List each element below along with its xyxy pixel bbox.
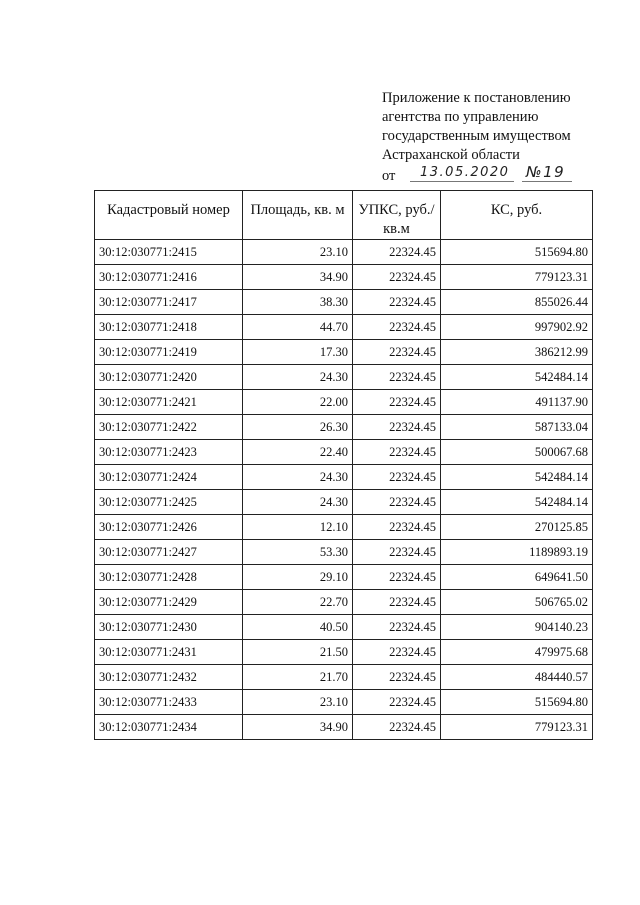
col-header-upks: УПКС, руб./кв.м — [353, 191, 441, 240]
cell-cadastral-number: 30:12:030771:2425 — [95, 490, 243, 515]
cell-ks: 500067.68 — [441, 440, 593, 465]
cell-area: 29.10 — [243, 565, 353, 590]
table-row — [95, 690, 593, 715]
cell-area: 21.50 — [243, 640, 353, 665]
table-row — [95, 490, 593, 515]
cell-upks: 22324.45 — [353, 390, 441, 415]
cell-ks: 779123.31 — [441, 265, 593, 290]
cell-cadastral-number: 30:12:030771:2426 — [95, 515, 243, 540]
table-row — [95, 665, 593, 690]
header-line-1: Приложение к постановлению — [382, 90, 571, 106]
table-row — [95, 290, 593, 315]
cell-ks: 479975.68 — [441, 640, 593, 665]
handwritten-date: 13.05.2020 — [420, 165, 510, 180]
cell-area: 24.30 — [243, 465, 353, 490]
cadastral-table — [94, 190, 593, 740]
col-header-area: Площадь, кв. м — [243, 191, 353, 240]
cell-ks: 542484.14 — [441, 490, 593, 515]
cell-cadastral-number: 30:12:030771:2423 — [95, 440, 243, 465]
cell-area: 38.30 — [243, 290, 353, 315]
cell-cadastral-number: 30:12:030771:2417 — [95, 290, 243, 315]
cell-upks: 22324.45 — [353, 690, 441, 715]
cell-upks: 22324.45 — [353, 515, 441, 540]
cell-cadastral-number: 30:12:030771:2421 — [95, 390, 243, 415]
cell-ks: 270125.85 — [441, 515, 593, 540]
header-line-4: Астраханской области — [382, 147, 520, 163]
cell-area: 23.10 — [243, 690, 353, 715]
cell-area: 22.40 — [243, 440, 353, 465]
table-row — [95, 590, 593, 615]
handwritten-number: №19 — [526, 163, 566, 181]
cell-area: 40.50 — [243, 615, 353, 640]
cell-area: 22.00 — [243, 390, 353, 415]
table-row — [95, 390, 593, 415]
table-row — [95, 640, 593, 665]
cell-area: 53.30 — [243, 540, 353, 565]
cell-upks: 22324.45 — [353, 665, 441, 690]
cell-upks: 22324.45 — [353, 465, 441, 490]
cell-ks: 506765.02 — [441, 590, 593, 615]
table-row — [95, 340, 593, 365]
cell-area: 12.10 — [243, 515, 353, 540]
table-row — [95, 715, 593, 740]
cell-area: 24.30 — [243, 365, 353, 390]
cell-ks: 491137.90 — [441, 390, 593, 415]
cell-ks: 587133.04 — [441, 415, 593, 440]
cell-upks: 22324.45 — [353, 290, 441, 315]
cell-cadastral-number: 30:12:030771:2434 — [95, 715, 243, 740]
table-row — [95, 565, 593, 590]
table-row — [95, 315, 593, 340]
table-row — [95, 265, 593, 290]
cell-upks: 22324.45 — [353, 440, 441, 465]
cell-ks: 997902.92 — [441, 315, 593, 340]
cell-area: 34.90 — [243, 715, 353, 740]
table-row — [95, 415, 593, 440]
cell-area: 26.30 — [243, 415, 353, 440]
cell-upks: 22324.45 — [353, 640, 441, 665]
cell-upks: 22324.45 — [353, 590, 441, 615]
table-row — [95, 440, 593, 465]
cell-upks: 22324.45 — [353, 715, 441, 740]
table-row — [95, 515, 593, 540]
cell-ks: 515694.80 — [441, 240, 593, 265]
cell-cadastral-number: 30:12:030771:2419 — [95, 340, 243, 365]
cell-upks: 22324.45 — [353, 240, 441, 265]
cell-cadastral-number: 30:12:030771:2418 — [95, 315, 243, 340]
cell-upks: 22324.45 — [353, 340, 441, 365]
appendix-header — [382, 89, 622, 187]
cell-ks: 515694.80 — [441, 690, 593, 715]
cell-ks: 904140.23 — [441, 615, 593, 640]
cell-ks: 542484.14 — [441, 465, 593, 490]
cell-cadastral-number: 30:12:030771:2415 — [95, 240, 243, 265]
cell-ks: 649641.50 — [441, 565, 593, 590]
cell-upks: 22324.45 — [353, 490, 441, 515]
table-row — [95, 540, 593, 565]
cell-ks: 779123.31 — [441, 715, 593, 740]
date-row — [382, 165, 622, 187]
cell-ks: 386212.99 — [441, 340, 593, 365]
col-header-ks: КС, руб. — [441, 191, 593, 240]
cell-upks: 22324.45 — [353, 365, 441, 390]
cell-area: 21.70 — [243, 665, 353, 690]
table-row — [95, 240, 593, 265]
cell-area: 17.30 — [243, 340, 353, 365]
cell-upks: 22324.45 — [353, 415, 441, 440]
cell-area: 22.70 — [243, 590, 353, 615]
cell-ks: 855026.44 — [441, 290, 593, 315]
cell-cadastral-number: 30:12:030771:2420 — [95, 365, 243, 390]
cell-ks: 1189893.19 — [441, 540, 593, 565]
table-row — [95, 365, 593, 390]
cell-cadastral-number: 30:12:030771:2431 — [95, 640, 243, 665]
table-header-row — [95, 191, 593, 240]
header-line-3: государственным имуществом — [382, 128, 571, 144]
cell-upks: 22324.45 — [353, 565, 441, 590]
date-prefix: от — [382, 168, 396, 184]
cell-area: 44.70 — [243, 315, 353, 340]
cell-cadastral-number: 30:12:030771:2428 — [95, 565, 243, 590]
col-header-cadastral-number: Кадастровый номер — [95, 191, 243, 240]
cell-cadastral-number: 30:12:030771:2432 — [95, 665, 243, 690]
cell-cadastral-number: 30:12:030771:2429 — [95, 590, 243, 615]
cell-cadastral-number: 30:12:030771:2416 — [95, 265, 243, 290]
cell-upks: 22324.45 — [353, 540, 441, 565]
cell-upks: 22324.45 — [353, 615, 441, 640]
header-line-2: агентства по управлению — [382, 109, 539, 125]
cell-cadastral-number: 30:12:030771:2427 — [95, 540, 243, 565]
cell-area: 24.30 — [243, 490, 353, 515]
cell-cadastral-number: 30:12:030771:2430 — [95, 615, 243, 640]
cell-upks: 22324.45 — [353, 315, 441, 340]
cell-ks: 484440.57 — [441, 665, 593, 690]
cell-ks: 542484.14 — [441, 365, 593, 390]
cell-area: 34.90 — [243, 265, 353, 290]
cell-cadastral-number: 30:12:030771:2424 — [95, 465, 243, 490]
table-row — [95, 465, 593, 490]
cell-area: 23.10 — [243, 240, 353, 265]
cell-cadastral-number: 30:12:030771:2422 — [95, 415, 243, 440]
table-row — [95, 615, 593, 640]
cell-cadastral-number: 30:12:030771:2433 — [95, 690, 243, 715]
cell-upks: 22324.45 — [353, 265, 441, 290]
